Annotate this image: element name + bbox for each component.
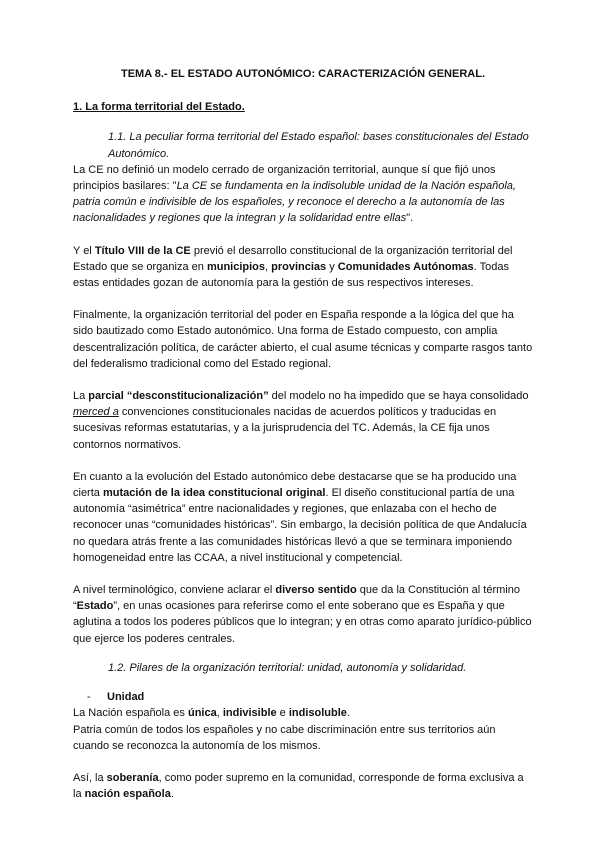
paragraph-4: La parcial “desconstitucionalización” del modelo no ha impedido que se haya consolidado merced a convenciones constitucionales nacidas de acuerdos políticos y traducidas en sucesivas reformas estatutarias, y a la jurisprudencia del TC. Además, la CE fija unos contornos normativos.	[73, 390, 529, 451]
paragraph-2: Y el Título VIII de la CE previó el desarrollo constitucional de la organización territorial del Estado que se organiza en municipios, provincias y Comunidades Autónomas. Todas estas entidades gozan de autonomía para la gestión de sus respectivos intereses.	[73, 244, 513, 290]
paragraph-5: En cuanto a la evolución del Estado autonómico debe destacarse que se ha producido una cierta mutación de la idea constitucional original. El diseño constitucional partía de una autonomía “asimétrica” entre nacionalidades y regiones, que enlazaba con el hecho de reconocer unas “comunidades históricas”. Sin embargo, la decisión política de que Andalucía no quedara atrás frente a las comunidades históricas llevó a que se terminara imponiendo homogeneidad entre las CCAA, a nivel institucional y competencial.	[73, 470, 527, 564]
document-page	[73, 66, 533, 802]
paragraph-6: A nivel terminológico, conviene aclarar el diverso sentido que da la Constitución al término “Estado”, en unas ocasiones para referirse como el ente soberano que es España y que aglutina a todos los poderes públicos que lo integran; y en otras como aparato jurídico-público que ejerce los poderes centrales.	[73, 584, 532, 645]
paragraph-7: La Nación española es única, indivisible e indisoluble.	[73, 707, 350, 720]
paragraph-1: La CE no definió un modelo cerrado de organización territorial, aunque sí que fijó unos principios basilares: "La CE se fundamenta en la indisoluble unidad de la Nación española, patria común e indivisible de los españoles, y reconoce el derecho a la autonomía de las nacionalidades y regiones que la integran y la solidaridad entre ellas".	[73, 163, 516, 225]
paragraph-8: Patria común de todos los españoles y no cabe discriminación entre sus territorios aún cuando se reconozca la autonomía de los mismos.	[73, 723, 496, 752]
subsection-heading-1-2: 1.2. Pilares de la organización territorial: unidad, autonomía y solidaridad.	[108, 661, 467, 674]
document-title: TEMA 8.- EL ESTADO AUTONÓMICO: CARACTERIZACIÓN GENERAL.	[120, 68, 486, 80]
paragraph-9: Así, la soberanía, como poder supremo en la comunidad, corresponde de forma exclusiva a la nación española.	[73, 771, 524, 801]
subsection-heading-1-1: 1.1. La peculiar forma territorial del Estado español: bases constitucionales del Estado Autonómico.	[108, 131, 529, 160]
bullet-unidad: - Unidad	[87, 691, 145, 704]
section-heading: 1. La forma territorial del Estado.	[73, 101, 245, 114]
paragraph-3: Finalmente, la organización territorial del poder en España responde a la lógica del que ha sido bautizado como Estado autonómico. Una forma de Estado compuesto, con amplia descentralización política, de carácter abierto, el cual asume técnicas y comparte rasgos tanto del federalismo tradicional como del Estado regional.	[73, 309, 533, 370]
